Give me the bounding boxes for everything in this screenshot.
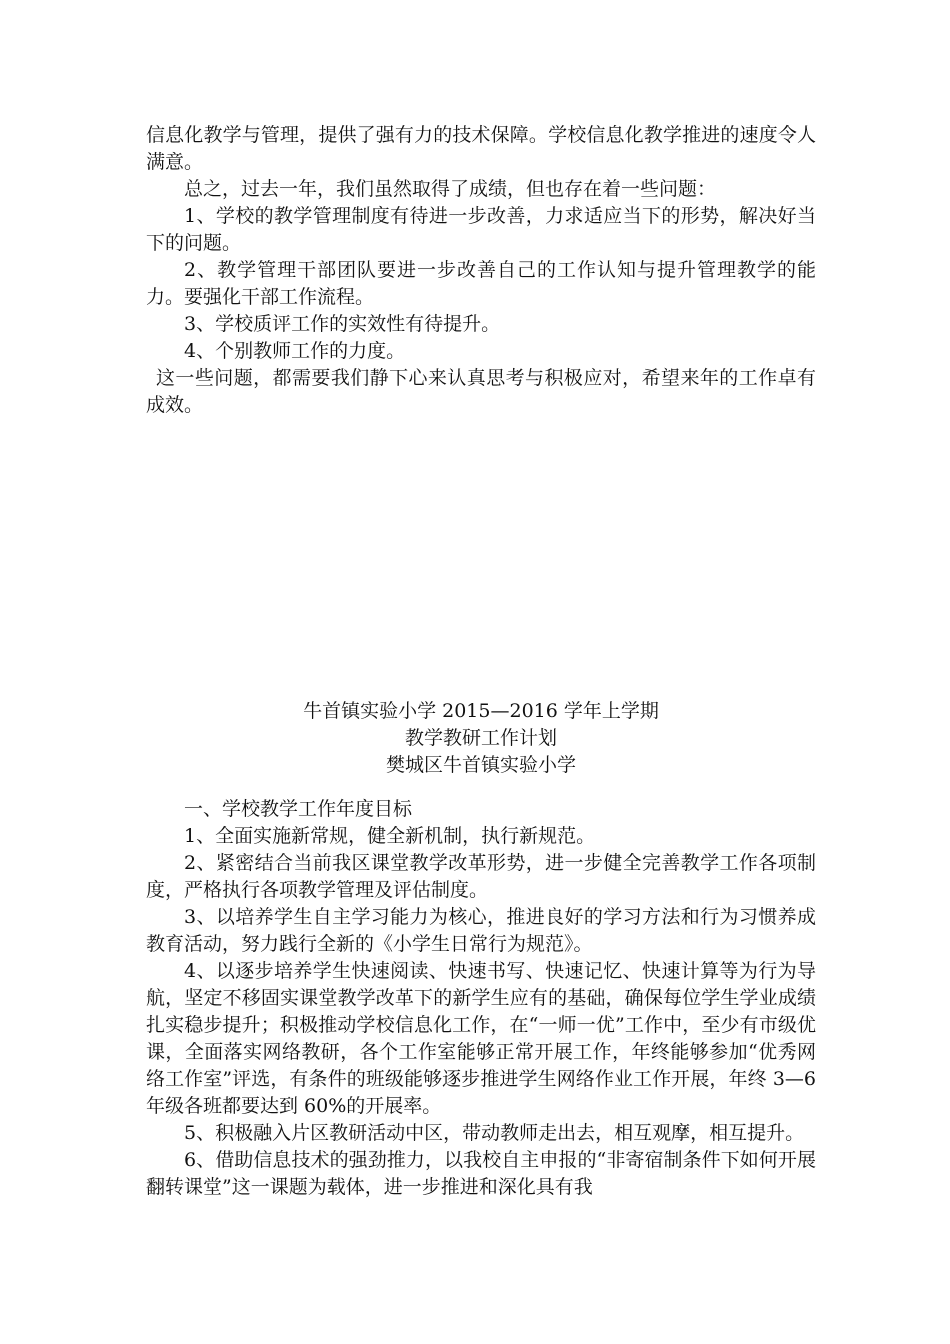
plan-title-line-2: 教学教研工作计划	[404, 727, 557, 749]
paragraph: 2、教学管理干部团队要进一步改善自己的工作认知与提升管理教学的能力。要强化干部工作流程。	[146, 259, 816, 308]
paragraph: 2、紧密结合当前我区课堂教学改革形势，进一步健全完善教学工作各项制度，严格执行各项教学管理及评估制度。	[146, 852, 816, 901]
paragraph: 4、以逐步培养学生快速阅读、快速书写、快速记忆、快速计算等为行为导航，坚定不移固实课堂教学改革下的新学生应有的基础，确保每位学生学业成绩扎实稳步提升；积极推动学校信息化工作，在“一师一优”工作中，至少有市级优课，全面落实网络教研，各个工作室能够正常开展工作，年终能够参加“优秀网络工作室”评选，有条件的班级能够逐步推进学生网络作业工作开展，年终 3—6 年级各班都要达到 60%的开展率。	[146, 960, 816, 1117]
plan-title-line-1: 牛首镇实验小学 2015—2016 学年上学期	[303, 700, 659, 722]
paragraph: 3、以培养学生自主学习能力为核心，推进良好的学习方法和行为习惯养成教育活动，努力践行全新的《小学生日常行为规范》。	[146, 906, 816, 955]
paragraph: 5、积极融入片区教研活动中区，带动教师走出去，相互观摩，相互提升。	[184, 1122, 805, 1144]
plan-body-text	[146, 796, 816, 1201]
paragraph: 3、学校质评工作的实效性有待提升。	[184, 313, 501, 335]
plan-title-block	[146, 698, 816, 779]
paragraph: 4、个别教师工作的力度。	[184, 340, 406, 362]
section-heading: 一、学校教学工作年度目标	[184, 798, 413, 820]
previous-section-text	[146, 122, 816, 419]
paragraph: 这一些问题，都需要我们静下心来认真思考与积极应对，希望来年的工作卓有成效。	[146, 367, 816, 416]
paragraph: 总之，过去一年，我们虽然取得了成绩，但也存在着一些问题：	[184, 178, 717, 200]
plan-title-line-3: 樊城区牛首镇实验小学	[385, 754, 576, 776]
paragraph: 1、全面实施新常规，健全新机制，执行新规范。	[184, 825, 596, 847]
paragraph: 信息化教学与管理，提供了强有力的技术保障。学校信息化教学推进的速度令人满意。	[146, 124, 816, 173]
paragraph: 6、借助信息技术的强劲推力，以我校自主申报的“非寄宿制条件下如何开展翻转课堂”这一课题为载体，进一步推进和深化具有我	[146, 1149, 816, 1198]
paragraph: 1、学校的教学管理制度有待进一步改善，力求适应当下的形势，解决好当下的问题。	[146, 205, 816, 254]
